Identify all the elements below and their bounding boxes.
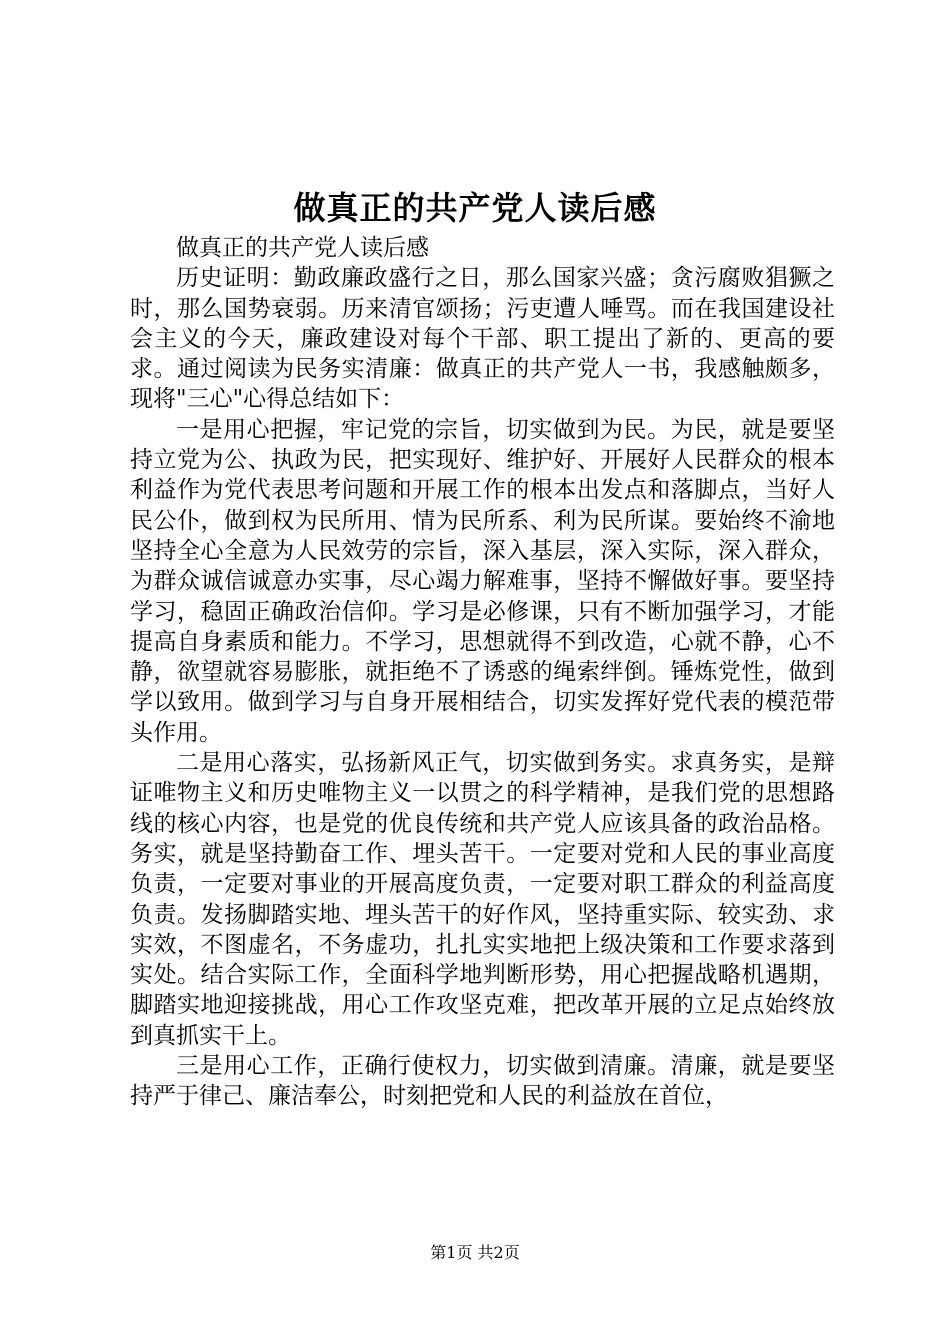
paragraph-subtitle: 做真正的共产党人读后感 xyxy=(176,235,429,261)
paragraph-point-three: 三是用心工作，正确行使权力，切实做到清廉。清廉，就是要坚持严于律己、廉洁奉公，时刻把党和人民的利益放在首位， xyxy=(130,1053,835,1110)
paragraph-point-two: 二是用心落实，弘扬新风正气，切实做到务实。求真务实，是辩证唯物主义和历史唯物主义一以贯之的科学精神，是我们党的思想路线的核心内容，也是党的优良传统和共产党人应该具备的政治品格。务实，就是坚持勤奋工作、埋头苦干。一定要对党和人民的事业高度负责，一定要对事业的开展高度负责，一定要对职工群众的利益高度负责。发扬脚踏实地、埋头苦干的好作风，坚持重实际、较实劲、求实效，不图虚名，不务虚功，扎扎实实地把上级决策和工作要求落到实处。结合实际工作，全面科学地判断形势，用心把握战略机遇期，脚踏实地迎接挑战，用心工作攻坚克难，把改革开展的立足点始终放到真抓实干上。 xyxy=(130,750,835,1049)
page-number-footer: 第1页 共2页 xyxy=(430,1243,520,1262)
document-title: 做真正的共产党人读后感 xyxy=(293,189,657,227)
paragraph-intro: 历史证明：勤政廉政盛行之日，那么国家兴盛；贪污腐败猖獗之时，那么国势衰弱。历来清官颂扬；污吏遭人唾骂。而在我国建设社会主义的今天，廉政建设对每个干部、职工提出了新的、更高的要求。通过阅读为民务实清廉：做真正的共产党人一书，我感触颇多，现将"三心"心得总结如下： xyxy=(130,265,835,413)
document-body xyxy=(130,233,835,1112)
paragraph-point-one: 一是用心把握，牢记党的宗旨，切实做到为民。为民，就是要坚持立党为公、执政为民，把实现好、维护好、开展好人民群众的根本利益作为党代表思考问题和开展工作的根本出发点和落脚点，当好人民公仆，做到权为民所用、情为民所系、利为民所谋。要始终不渝地坚持全心全意为人民效劳的宗旨，深入基层，深入实际，深入群众，为群众诚信诚意办实事，尽心竭力解难事，坚持不懈做好事。要坚持学习，稳固正确政治信仰。学习是必修课，只有不断加强学习，才能提高自身素质和能力。不学习，思想就得不到改造，心就不静，心不静，欲望就容易膨胀，就拒绝不了诱惑的绳索绊倒。锤炼党性，做到学以致用。做到学习与自身开展相结合，切实发挥好党代表的模范带头作用。 xyxy=(130,416,835,746)
